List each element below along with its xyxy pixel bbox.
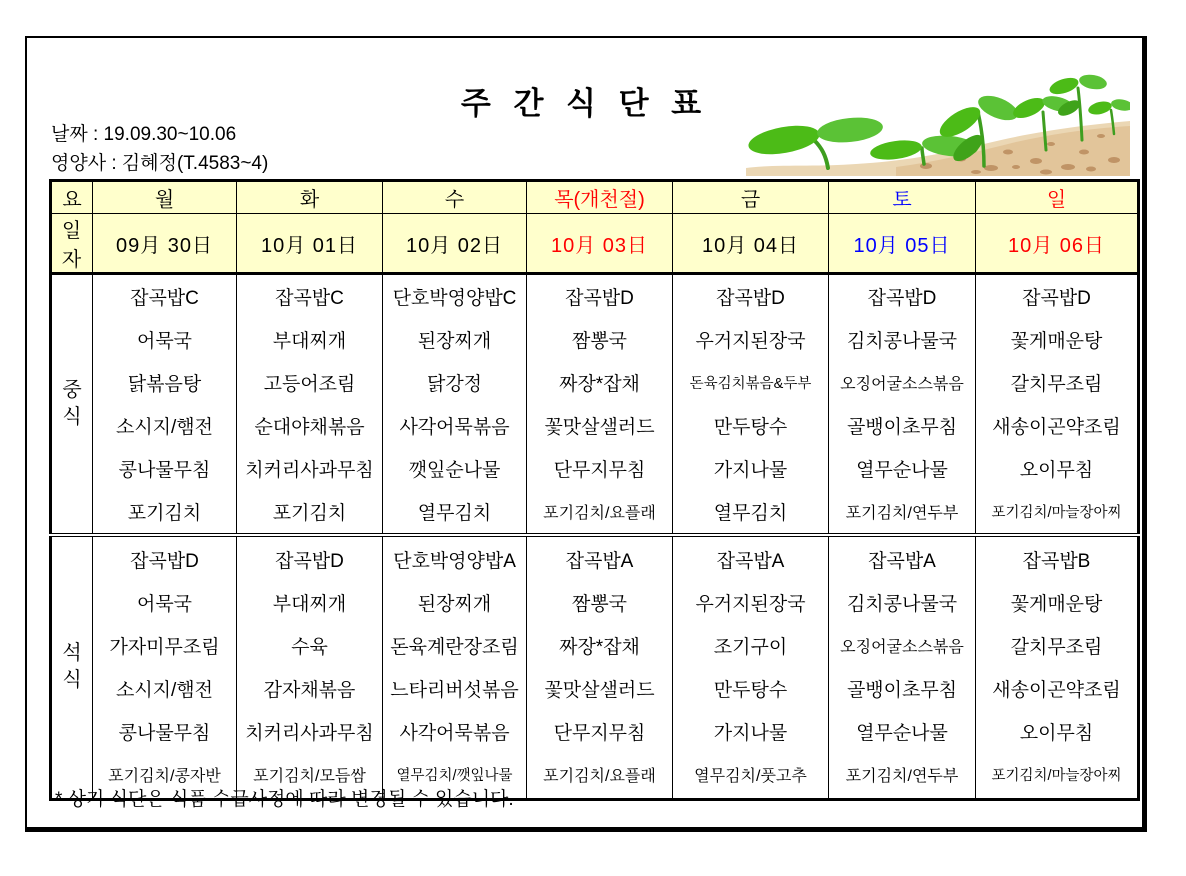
menu-item: 꽃맛살샐러드 (544, 680, 655, 702)
menu-item: 치커리사과무침 (245, 460, 374, 481)
menu-item: 꽃맛살샐러드 (544, 417, 655, 438)
menu-item: 잡곡밥A (565, 551, 634, 573)
menu-item: 포기김치 (272, 503, 347, 524)
menu-item: 우거지된장국 (695, 594, 806, 616)
lunch-menu-day-4 (673, 274, 829, 536)
menu-item: 수육 (291, 637, 328, 659)
menu-item: 조기구이 (713, 637, 788, 659)
menu-item: 열무김치/깻잎나물 (396, 768, 513, 785)
page-frame (25, 36, 1147, 832)
menu-item: 우거지된장국 (695, 331, 806, 352)
menu-item: 가자미무조림 (109, 637, 220, 659)
date-cell-4: 10月 04日 (673, 214, 829, 274)
menu-item: 잡곡밥D (716, 288, 785, 309)
menu-item: 감자채볶음 (263, 680, 356, 702)
menu-item: 열무김치/풋고추 (694, 768, 807, 786)
menu-item: 닭강정 (426, 374, 483, 395)
lunch-label: 중식 (62, 379, 82, 428)
date-cell-5: 10月 05日 (829, 214, 976, 274)
menu-item: 포기김치/마늘장아찌 (991, 768, 1122, 785)
day-header-row (51, 181, 1139, 214)
menu-item: 갈치무조림 (1010, 374, 1103, 395)
menu-item: 만두탕수 (713, 680, 788, 702)
menu-item: 포기김치/연두부 (845, 505, 959, 522)
day-header-5: 토 (829, 181, 976, 214)
menu-item: 단호박영양밥A (393, 551, 516, 573)
menu-item: 가지나물 (713, 723, 788, 745)
menu-item: 닭볶음탕 (127, 374, 202, 395)
lunch-menu-day-0 (93, 274, 237, 536)
nutritionist-line: 영양사 : 김혜정(T.4583~4) (51, 153, 269, 174)
dinner-menu-day-4 (673, 535, 829, 799)
menu-item: 깻잎순나물 (408, 460, 501, 481)
menu-item: 순대야채볶음 (254, 417, 365, 438)
menu-item: 열무순나물 (856, 460, 948, 481)
menu-item: 소시지/햄전 (115, 417, 214, 438)
menu-item: 열무김치 (713, 503, 788, 524)
menu-item: 콩나물무침 (118, 723, 211, 745)
menu-item: 포기김치/콩자반 (108, 768, 221, 786)
menu-item: 어묵국 (136, 331, 193, 352)
menu-item: 콩나물무침 (118, 460, 211, 481)
footer-note: * 상기 식단은 식품 수급사정에 따라 변경될 수 있습니다. (55, 789, 514, 810)
menu-item: 갈치무조림 (1010, 637, 1103, 659)
header-info (51, 120, 268, 178)
menu-item: 골뱅이초무침 (846, 680, 958, 702)
menu-item: 오이무침 (1019, 723, 1094, 745)
menu-item: 포기김치/요플래 (543, 768, 656, 786)
menu-item: 잡곡밥D (130, 551, 199, 573)
dinner-row (51, 535, 1139, 799)
menu-item: 오징어굴소스볶음 (840, 639, 964, 657)
menu-item: 치커리사과무침 (245, 723, 374, 745)
menu-item: 어묵국 (136, 594, 193, 616)
menu-item: 소시지/햄전 (115, 680, 214, 702)
dinner-menu-day-2 (383, 535, 527, 799)
date-cell-3: 10月 03日 (527, 214, 673, 274)
menu-item: 부대찌개 (272, 331, 347, 352)
menu-item: 새송이곤약조림 (992, 680, 1121, 702)
menu-item: 짜장*잡채 (559, 374, 640, 395)
date-label-cell: 일자 (51, 214, 93, 274)
menu-item: 열무순나물 (856, 723, 948, 745)
lunch-row (51, 274, 1139, 536)
menu-item: 잡곡밥D (867, 288, 937, 309)
menu-item: 잡곡밥D (275, 551, 344, 573)
menu-item: 짬뽕국 (571, 594, 628, 616)
menu-item: 가지나물 (713, 460, 788, 481)
lunch-menu-day-1 (237, 274, 383, 536)
menu-item: 새송이곤약조림 (992, 417, 1121, 438)
menu-item: 사각어묵볶음 (399, 723, 510, 745)
menu-item: 느타리버섯볶음 (390, 680, 519, 702)
menu-item: 잡곡밥D (1022, 288, 1091, 309)
date-cell-2: 10月 02日 (383, 214, 527, 274)
day-header-0: 월 (93, 181, 237, 214)
sprout-icon (746, 115, 884, 168)
lunch-menu-day-5 (829, 274, 976, 536)
menu-item: 단무지무침 (553, 723, 646, 745)
menu-item: 오이무침 (1019, 460, 1094, 481)
menu-item: 만두탕수 (713, 417, 788, 438)
day-header-3: 목(개천절) (527, 181, 673, 214)
menu-item: 꽃게매운탕 (1010, 594, 1103, 616)
menu-item: 잡곡밥C (275, 288, 344, 309)
menu-item: 꽃게매운탕 (1010, 331, 1103, 352)
dinner-label: 석식 (62, 642, 82, 692)
menu-item: 짬뽕국 (571, 331, 628, 352)
dinner-menu-day-1 (237, 535, 383, 799)
menu-item: 포기김치/연두부 (845, 768, 959, 786)
menu-item: 김치콩나물국 (846, 594, 958, 616)
menu-item: 돈육김치볶음&두부 (689, 376, 812, 392)
day-header-2: 수 (383, 181, 527, 214)
menu-item: 짜장*잡채 (559, 637, 640, 659)
menu-item: 된장찌개 (417, 331, 492, 352)
date-row (51, 214, 1139, 274)
menu-item: 고등어조림 (263, 374, 356, 395)
menu-item: 단무지무침 (553, 460, 646, 481)
page-title: 주 간 식 단 표 (460, 86, 709, 121)
menu-item: 잡곡밥B (1022, 551, 1091, 573)
menu-item: 열무김치 (417, 503, 492, 524)
day-header-4: 금 (673, 181, 829, 214)
seedlings-soil-illustration (746, 64, 1130, 176)
date-cell-1: 10月 01日 (237, 214, 383, 274)
menu-item: 골뱅이초무침 (846, 417, 958, 438)
dinner-menu-day-3 (527, 535, 673, 799)
dinner-menu-day-0 (93, 535, 237, 799)
lunch-label-cell (51, 274, 93, 536)
menu-item: 잡곡밥A (868, 551, 936, 573)
dinner-label-cell (51, 535, 93, 799)
menu-item: 포기김치 (127, 503, 202, 524)
menu-item: 포기김치/모듬쌈 (253, 768, 366, 786)
menu-item: 잡곡밥D (565, 288, 634, 309)
menu-item: 단호박영양밥C (392, 288, 517, 309)
dinner-menu-day-6 (976, 535, 1139, 799)
lunch-menu-day-3 (527, 274, 673, 536)
menu-item: 오징어굴소스볶음 (840, 376, 964, 393)
day-header-1: 화 (237, 181, 383, 214)
menu-item: 잡곡밥A (716, 551, 785, 573)
menu-item: 사각어묵볶음 (399, 417, 510, 438)
menu-item: 포기김치/요플래 (543, 505, 656, 522)
lunch-menu-day-6 (976, 274, 1139, 536)
dinner-menu-day-5 (829, 535, 976, 799)
menu-item: 잡곡밥C (130, 288, 199, 309)
weekly-menu-table (49, 179, 1140, 801)
menu-item: 돈육계란장조림 (390, 637, 519, 659)
menu-item: 된장찌개 (417, 594, 492, 616)
date-cell-6: 10月 06日 (976, 214, 1139, 274)
menu-item: 포기김치/마늘장아찌 (991, 505, 1122, 521)
lunch-menu-day-2 (383, 274, 527, 536)
date-cell-0: 09月 30日 (93, 214, 237, 274)
day-header-6: 일 (976, 181, 1139, 214)
menu-item: 김치콩나물국 (846, 331, 958, 352)
menu-item: 부대찌개 (272, 594, 347, 616)
day-label-cell: 요 (51, 181, 93, 214)
date-range-line: 날짜 : 19.09.30~10.06 (51, 124, 237, 145)
